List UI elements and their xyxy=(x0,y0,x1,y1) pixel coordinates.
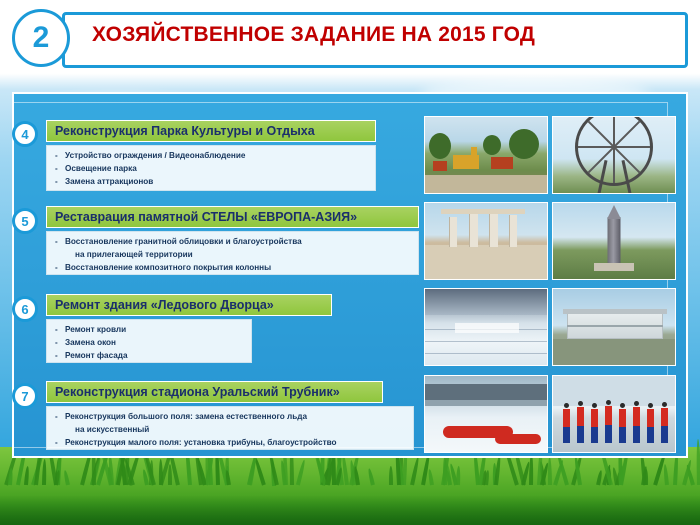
stela-obelisk-photo xyxy=(552,202,676,280)
bullet-dash: - xyxy=(55,176,58,186)
bullet-text: Замена аттракционов xyxy=(65,176,154,186)
bullet-text: Восстановление гранитной облицовки и благоустройства xyxy=(65,237,302,246)
page-title: ХОЗЯЙСТВЕННОЕ ЗАДАНИЕ НА 2015 ГОД xyxy=(92,23,536,46)
bullet-text: Замена окон xyxy=(65,337,117,347)
ice-palace-building-photo xyxy=(552,288,676,366)
slide-number-badge: 2 xyxy=(12,9,70,67)
bullet-dash: - xyxy=(55,325,58,334)
grass-shadow xyxy=(0,495,700,525)
row-badge-6: 6 xyxy=(12,296,38,322)
row-bullets-5 xyxy=(46,231,419,275)
bandy-team-photo xyxy=(552,375,676,453)
bullet-dash: - xyxy=(55,337,58,347)
bullet-dash xyxy=(65,249,75,261)
bullet-text: Восстановление композитного покрытия колонны xyxy=(65,262,272,272)
row-title-label: Ремонт здания «Ледового Дворца» xyxy=(55,298,274,312)
row-title-7 xyxy=(46,381,383,403)
bullet-text: Освещение парка xyxy=(65,163,137,173)
bullet-item xyxy=(55,163,369,175)
row-badge-7: 7 xyxy=(12,383,38,409)
bullet-text: Реконструкция малого поля: установка трибуны, благоустройство xyxy=(65,437,337,447)
bullet-item xyxy=(55,150,369,162)
bullet-dash: - xyxy=(55,237,58,246)
park-reconstruction-photo xyxy=(424,116,548,194)
ice-rink-interior-photo xyxy=(424,288,548,366)
bullet-item xyxy=(55,411,407,423)
stela-plaza-photo xyxy=(424,202,548,280)
ferris-wheel-photo xyxy=(552,116,676,194)
row-title-label: Реконструкция стадиона Уральский Трубник» xyxy=(55,385,340,399)
row-title-6 xyxy=(46,294,332,316)
row-bullets-4 xyxy=(46,145,376,191)
row-bullets-6 xyxy=(46,319,252,363)
bullet-item xyxy=(55,337,245,349)
row-title-4 xyxy=(46,120,376,142)
bullet-text: Реконструкция большого поля: замена естественного льда xyxy=(65,412,308,421)
row-title-label: Реконструкция Парка Культуры и Отдыха xyxy=(55,124,315,138)
bullet-dash: - xyxy=(55,350,58,360)
bullet-item xyxy=(55,262,412,274)
bullet-dash: - xyxy=(55,437,58,447)
bullet-item xyxy=(55,324,245,336)
bullet-text: на прилегающей территории xyxy=(75,249,193,259)
row-badge-5: 5 xyxy=(12,208,38,234)
row-title-5 xyxy=(46,206,419,228)
bullet-item xyxy=(55,176,369,188)
bullet-item xyxy=(55,350,245,362)
bullet-text: Устройство ограждения / Видеонаблюдение xyxy=(65,151,246,160)
bullet-item xyxy=(55,424,407,436)
bullet-dash: - xyxy=(55,163,58,173)
stadium-ice-photo xyxy=(424,375,548,453)
bullet-dash xyxy=(65,424,75,436)
row-badge-4: 4 xyxy=(12,121,38,147)
bullet-item xyxy=(55,437,407,449)
bullet-item xyxy=(55,236,412,248)
bullet-text: на искусственный xyxy=(75,424,150,434)
bullet-text: Ремонт кровли xyxy=(65,325,127,334)
bullet-dash: - xyxy=(55,412,58,421)
bullet-dash: - xyxy=(55,262,58,272)
bullet-text: Ремонт фасада xyxy=(65,350,128,360)
bullet-item xyxy=(55,249,412,261)
row-bullets-7 xyxy=(46,406,414,450)
row-title-label: Реставрация памятной СТЕЛЫ «ЕВРОПА-АЗИЯ» xyxy=(55,210,358,224)
bullet-dash: - xyxy=(55,151,58,160)
